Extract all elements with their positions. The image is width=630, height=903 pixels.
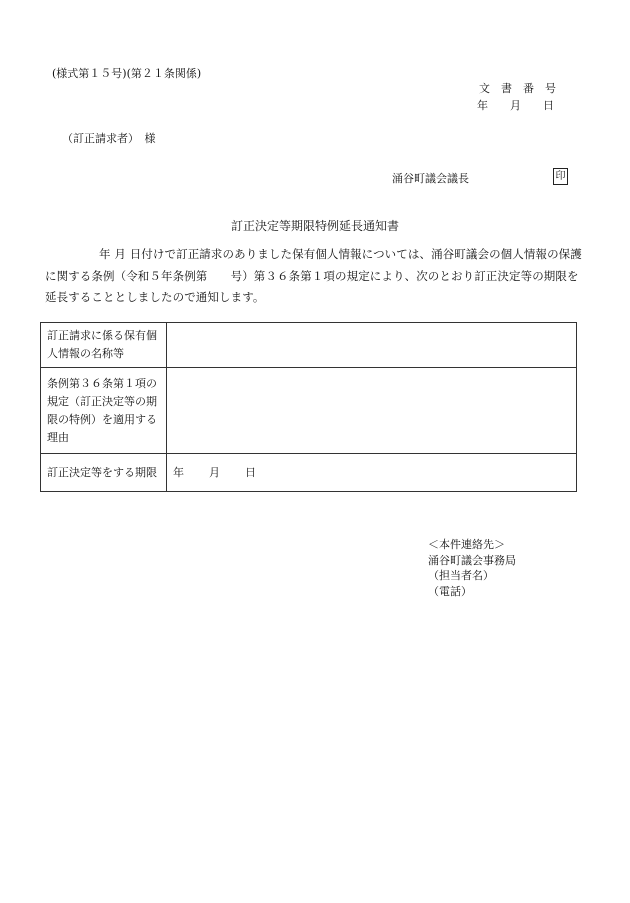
row-label-deadline: 訂正決定等をする期限 xyxy=(41,454,167,492)
row-label-info-name: 訂正請求に係る保有個人情報の名称等 xyxy=(41,323,167,368)
table-row xyxy=(41,323,577,368)
table-row xyxy=(41,454,577,492)
row-value-reason xyxy=(167,368,577,454)
contact-person: （担当者名） xyxy=(428,569,494,582)
table-row xyxy=(41,368,577,454)
row-value-deadline: 年 月 日 xyxy=(167,454,577,492)
addressee: （訂正請求者） 様 xyxy=(62,132,156,145)
contact-office: 涌谷町議会事務局 xyxy=(428,553,516,567)
body-paragraph: 年 月 日付けで訂正請求のありました保有個人情報については、涌谷町議会の個人情報の保護に関する条例（令和５年条例第 号）第３６条第１項の規定により、次のとおり訂正決定等の期限を延長することとしましたので通知します。 xyxy=(45,247,582,304)
details-table xyxy=(40,322,577,492)
sender-title: 涌谷町議会議長 xyxy=(392,172,469,185)
document-date-label: 年 月 日 xyxy=(477,99,554,112)
contact-phone: （電話） xyxy=(428,584,472,598)
row-value-info-name xyxy=(167,323,577,368)
contact-block xyxy=(428,537,598,599)
contact-heading: ＜本件連絡先＞ xyxy=(428,538,505,551)
seal-mark: 印 xyxy=(553,168,568,185)
form-number: (様式第１５号)(第２１条関係) xyxy=(52,67,202,80)
document-title: 訂正決定等期限特例延長通知書 xyxy=(230,219,399,233)
document-number-label: 文 書 番 号 xyxy=(479,82,556,95)
row-label-reason: 条例第３６条第１項の規定（訂正決定等の期限の特例）を適用する理由 xyxy=(41,368,167,454)
